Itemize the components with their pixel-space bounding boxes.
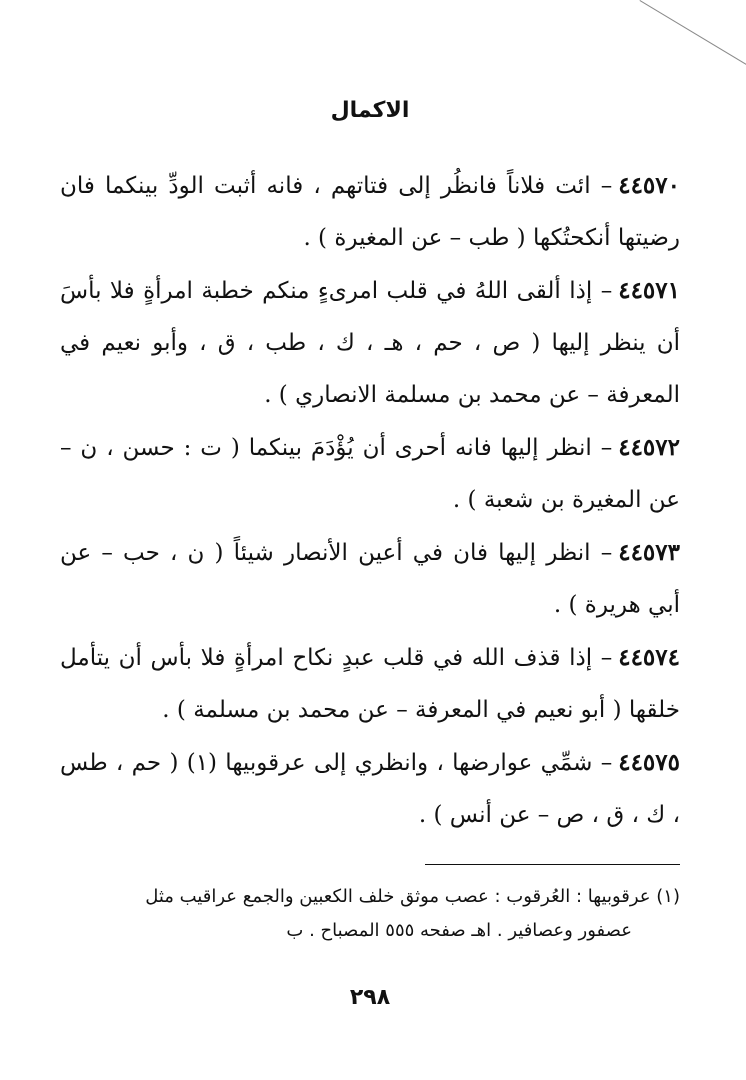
footnote xyxy=(60,880,680,948)
footnote-line: عصفور وعصافير . اهـ صفحه ٥٥٥ المصباح . ب xyxy=(286,920,632,941)
entry-number: ٤٤٥٧٥ xyxy=(618,749,680,776)
hadith-entry xyxy=(60,632,680,736)
entry-text: – شمِّي عوارضها ، وانظري إلى عرقوبيها (١) ( حم ، طس ، ك ، ق ، ص – عن أنس ) . xyxy=(60,750,680,828)
entry-text: – ائت فلاناً فانظُر إلى فتاتهم ، فانه أثبت الودِّ بينكما فان رضيتها أنكحتُكها ( طب – عن المغيرة ) . xyxy=(60,173,680,251)
entry-number: ٤٤٥٧٠ xyxy=(618,172,680,199)
page-header: الاكمال xyxy=(330,98,410,123)
hadith-entry xyxy=(60,527,680,631)
entry-text: – انظر إليها فان في أعين الأنصار شيئاً ( ن ، حب – عن أبي هريرة ) . xyxy=(60,540,680,618)
hadith-entry xyxy=(60,160,680,264)
footnote-divider xyxy=(425,864,680,865)
entry-number: ٤٤٥٧٣ xyxy=(618,539,680,566)
hadith-entry xyxy=(60,265,680,421)
hadith-entry xyxy=(60,737,680,841)
page-number: ٢٩٨ xyxy=(349,985,391,1010)
hadith-entry xyxy=(60,422,680,526)
entry-number: ٤٤٥٧٤ xyxy=(618,644,680,671)
entry-text: – إذا قذف الله في قلب عبدٍ نكاح امرأةٍ فلا بأس أن يتأمل خلقها ( أبو نعيم في المعرفة – عن محمد بن مسلمة ) . xyxy=(60,645,680,723)
entry-text: – إذا ألقى اللهُ في قلب امرىءٍ منكم خطبة امرأةٍ فلا بأسَ أن ينظر إليها ( ص ، حم ، هـ ، ك ، طب ، ق ، وأبو نعيم في المعرفة – عن محمد بن مسلمة الانصاري ) . xyxy=(60,278,680,408)
entry-number: ٤٤٥٧٢ xyxy=(618,434,680,461)
entry-number: ٤٤٥٧١ xyxy=(618,277,680,304)
footnote-line: (١) عرقوبيها : العُرقوب : عصب موثق خلف الكعبين والجمع عراقيب مثل xyxy=(145,886,680,907)
hadith-entries xyxy=(60,160,680,842)
entry-text: – انظر إليها فانه أحرى أن يُؤْدَمَ بينكما ( ت : حسن ، ن – عن المغيرة بن شعبة ) . xyxy=(60,435,680,513)
document-page xyxy=(60,0,680,1080)
